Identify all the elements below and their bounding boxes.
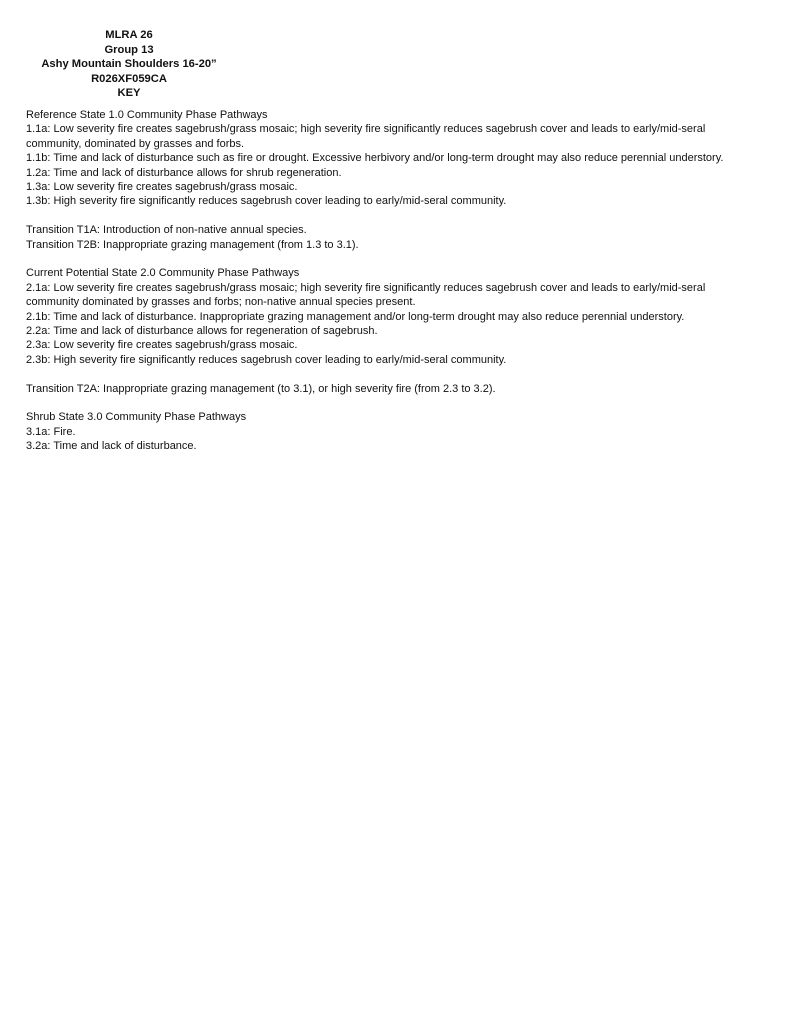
site-id-heading: R026XF059CA [91, 72, 167, 85]
pathway-1-1b: 1.1b: Time and lack of disturbance such as fire or drought. Excessive herbivory and/or long-term drought may also reduce perennial understory. [26, 152, 724, 165]
key-heading: KEY [117, 87, 141, 100]
pathway-1-2a: 1.2a: Time and lack of disturbance allows for shrub regeneration. [26, 166, 342, 179]
transition-t2a: Transition T2A: Inappropriate grazing management (to 3.1), or high severity fire (from 2.3 to 3.2). [26, 382, 496, 395]
current-potential-state-section [26, 266, 744, 367]
transition-t1a: Transition T1A: Introduction of non-native annual species. [26, 224, 307, 237]
pathway-3-2a: 3.2a: Time and lack of disturbance. [26, 440, 197, 453]
document-body [26, 108, 744, 468]
pathway-2-3b: 2.3b: High severity fire significantly reduces sagebrush cover leading to early/mid-seral community. [26, 353, 507, 366]
pathway-2-1b: 2.1b: Time and lack of disturbance. Inappropriate grazing management and/or long-term drought may also reduce perennial understory. [26, 310, 685, 323]
transition-t2b: Transition T2B: Inappropriate grazing management (from 1.3 to 3.1). [26, 238, 359, 251]
pathway-3-1a: 3.1a: Fire. [26, 425, 76, 438]
transitions-section-1 [26, 223, 744, 252]
pathway-1-1a: 1.1a: Low severity fire creates sagebrush/grass mosaic; high severity fire significantly reduces sagebrush cover and leads to early/mid-seral community, dominated by grasses and forbs. [26, 123, 706, 150]
pathway-2-3a: 2.3a: Low severity fire creates sagebrush/grass mosaic. [26, 339, 298, 352]
site-name-heading: Ashy Mountain Shoulders 16-20” [41, 58, 217, 71]
mlra-heading: MLRA 26 [105, 29, 153, 41]
section-title: Reference State 1.0 Community Phase Pathways [26, 109, 268, 121]
document-header [26, 28, 232, 101]
section-title: Current Potential State 2.0 Community Phase Pathways [26, 267, 300, 280]
section-title: Shrub State 3.0 Community Phase Pathways [26, 411, 247, 424]
shrub-state-section [26, 410, 744, 453]
group-heading: Group 13 [104, 43, 154, 56]
pathway-1-3b: 1.3b: High severity fire significantly reduces sagebrush cover leading to early/mid-seral community. [26, 195, 507, 208]
reference-state-section [26, 108, 744, 209]
pathway-2-1a: 2.1a: Low severity fire creates sagebrush/grass mosaic; high severity fire significantly reduces sagebrush cover and leads to early/mid-seral community dominated by grasses and forbs; non-native annual species present. [26, 281, 706, 309]
pathway-1-3a: 1.3a: Low severity fire creates sagebrush/grass mosaic. [26, 181, 298, 194]
pathway-2-2a: 2.2a: Time and lack of disturbance allows for regeneration of sagebrush. [26, 325, 378, 338]
transitions-section-2 [26, 382, 744, 396]
